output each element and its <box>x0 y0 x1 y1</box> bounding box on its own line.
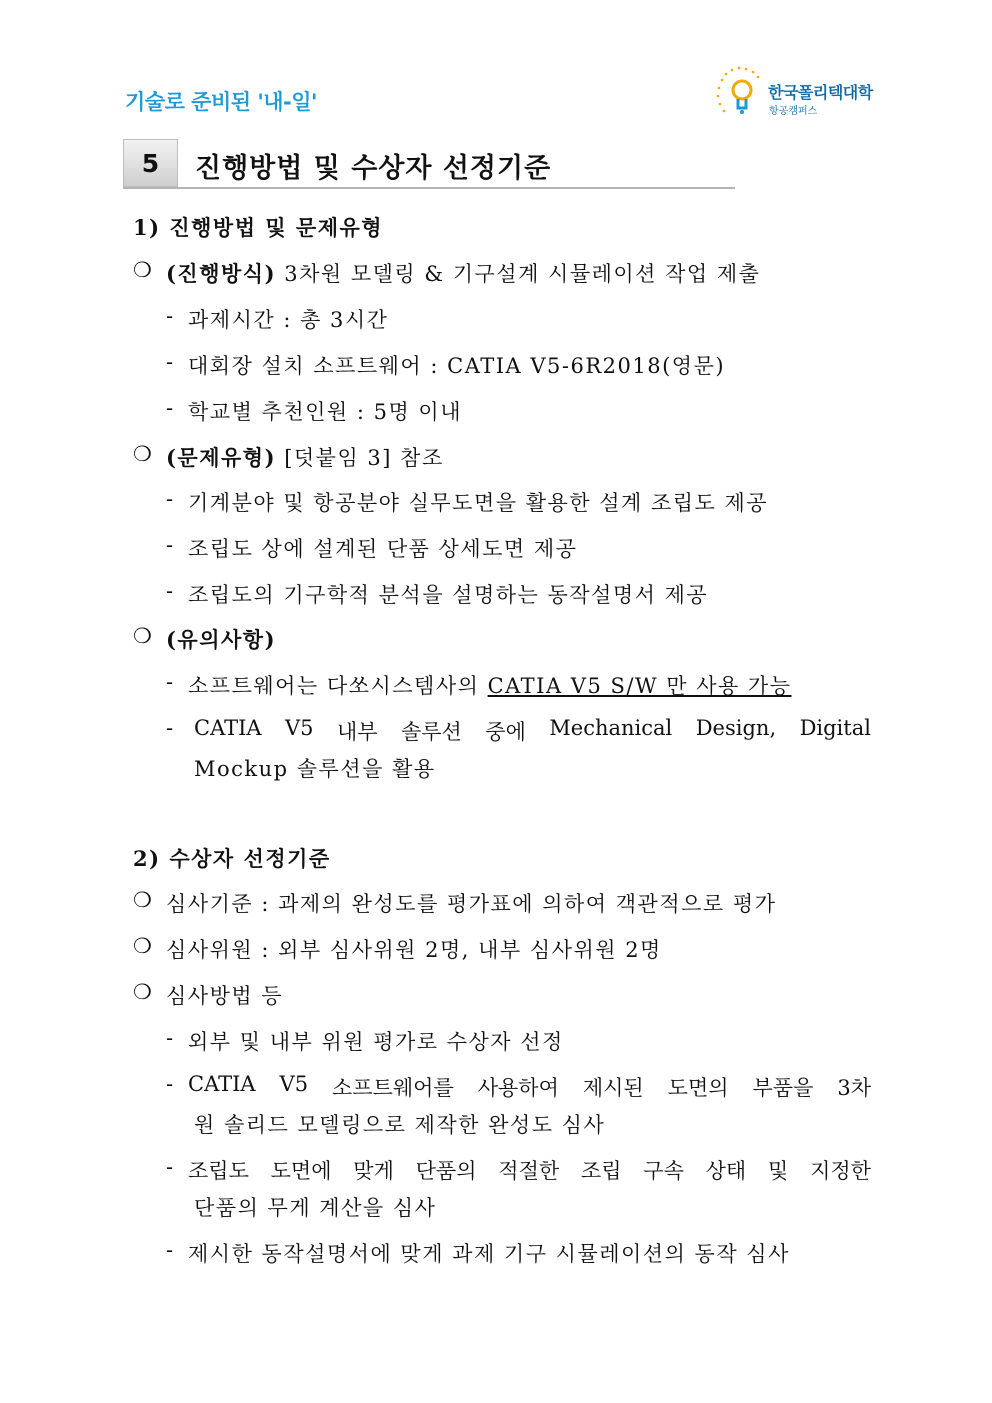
word: Design, <box>695 716 777 740</box>
word: 조립도 <box>188 1159 249 1183</box>
header-slogan: 기술로 준비된 '내-일' <box>125 90 317 114</box>
word: CATIA <box>194 716 262 740</box>
word: Digital <box>799 716 871 740</box>
list-item: 기계분야 및 항공분야 실무도면을 활용한 설계 조립도 제공 <box>188 491 769 515</box>
word: 도면에 <box>270 1159 332 1183</box>
word: 지정한 <box>810 1159 871 1183</box>
list-item-justified <box>188 1155 871 1185</box>
dash-symbol: - <box>166 579 174 603</box>
list-item-text: 소프트웨어는 다쏘시스템사의 <box>188 674 488 698</box>
bullet-text: [덧붙임 3] 참조 <box>276 446 444 470</box>
bullet-text: 3차원 모델링 & 기구설계 시뮬레이션 작업 제출 <box>276 262 761 286</box>
bullet-judges: 심사위원 : 외부 심사위원 2명, 내부 심사위원 2명 <box>166 938 662 962</box>
bullet-criteria: 심사기준 : 과제의 완성도를 평가표에 의하여 객관적으로 평가 <box>166 892 777 916</box>
word: 제시된 <box>582 1076 644 1100</box>
list-item: 과제시간 : 총 3시간 <box>188 308 389 332</box>
dash-symbol: - <box>166 396 174 420</box>
bullet-symbol: ❍ <box>133 624 152 648</box>
list-item-continuation: 단품의 무게 계산을 심사 <box>194 1196 437 1220</box>
word: 상태 <box>705 1159 747 1183</box>
word: 맞게 <box>353 1159 394 1183</box>
word: 단품의 <box>415 1159 477 1183</box>
dash-symbol: - <box>166 487 174 511</box>
bullet-symbol: ❍ <box>133 888 152 912</box>
section-number: 5 <box>123 139 178 187</box>
section-header <box>123 139 735 189</box>
word: V5 <box>285 716 314 740</box>
bullet-symbol: ❍ <box>133 258 152 282</box>
list-item: 대회장 설치 소프트웨어 : CATIA V5-6R2018(영문) <box>188 354 726 378</box>
word: 3차 <box>837 1076 871 1100</box>
word: 도면의 <box>667 1076 729 1100</box>
list-item-continuation: 원 솔리드 모델링으로 제작한 완성도 심사 <box>194 1113 606 1137</box>
section-title: 진행방법 및 수상자 선정기준 <box>195 153 552 184</box>
word: V5 <box>279 1072 309 1096</box>
part1-heading: 1) 진행방법 및 문제유형 <box>133 215 384 240</box>
list-item <box>188 670 792 700</box>
list-item: 제시한 동작설명서에 맞게 과제 기구 시뮬레이션의 동작 심사 <box>188 1242 790 1266</box>
dash-symbol: - <box>166 304 174 328</box>
dash-symbol: - <box>166 1238 174 1262</box>
logo-college-name: 한국폴리텍대학 <box>768 83 873 102</box>
dash-symbol: - <box>166 1072 174 1096</box>
bullet-notes-label: (유의사항) <box>166 627 277 652</box>
dash-symbol: - <box>166 716 174 740</box>
list-item-justified <box>194 716 871 746</box>
bullet-symbol: ❍ <box>133 442 152 466</box>
word: CATIA <box>188 1072 256 1096</box>
word: 구속 <box>643 1159 684 1183</box>
word: 부품을 <box>752 1076 814 1100</box>
dash-symbol: - <box>166 533 174 557</box>
bullet-label: (문제유형) <box>166 445 277 470</box>
word: 적절한 <box>498 1159 560 1183</box>
bullet-symbol: ❍ <box>133 980 152 1004</box>
dash-symbol: - <box>166 1155 174 1179</box>
list-item: 학교별 추천인원 : 5명 이내 <box>188 400 462 424</box>
word: 소프트웨어를 <box>332 1076 454 1100</box>
list-item-justified <box>188 1072 871 1102</box>
bullet-symbol: ❍ <box>133 934 152 958</box>
word: 조립 <box>580 1159 622 1183</box>
word: Mechanical <box>549 716 673 740</box>
word: 사용하여 <box>477 1076 559 1100</box>
word: 내부 <box>336 720 378 744</box>
dash-symbol: - <box>166 350 174 374</box>
word: 중에 <box>485 720 526 744</box>
list-item: 조립도 상에 설계된 단품 상세도면 제공 <box>188 537 578 561</box>
part2-heading: 2) 수상자 선정기준 <box>133 846 331 871</box>
list-item: 조립도의 기구학적 분석을 설명하는 동작설명서 제공 <box>188 583 709 607</box>
dash-symbol: - <box>166 670 174 694</box>
bullet-label: (진행방식) <box>166 261 277 286</box>
lightbulb-logo-icon <box>712 62 768 122</box>
underlined-note: CATIA V5 S/W 만 사용 가능 <box>487 674 792 698</box>
list-item-continuation: Mockup 솔루션을 활용 <box>194 757 436 781</box>
bullet-problem-type <box>166 442 444 472</box>
college-logo <box>712 62 892 122</box>
bullet-progress-method <box>166 258 760 288</box>
word: 및 <box>768 1159 789 1183</box>
bullet-method: 심사방법 등 <box>166 984 284 1008</box>
word: 솔루션 <box>400 720 462 744</box>
dash-symbol: - <box>166 1026 174 1050</box>
logo-campus-name: 항공캠퍼스 <box>769 106 818 117</box>
list-item: 외부 및 내부 위원 평가로 수상자 선정 <box>188 1030 564 1054</box>
